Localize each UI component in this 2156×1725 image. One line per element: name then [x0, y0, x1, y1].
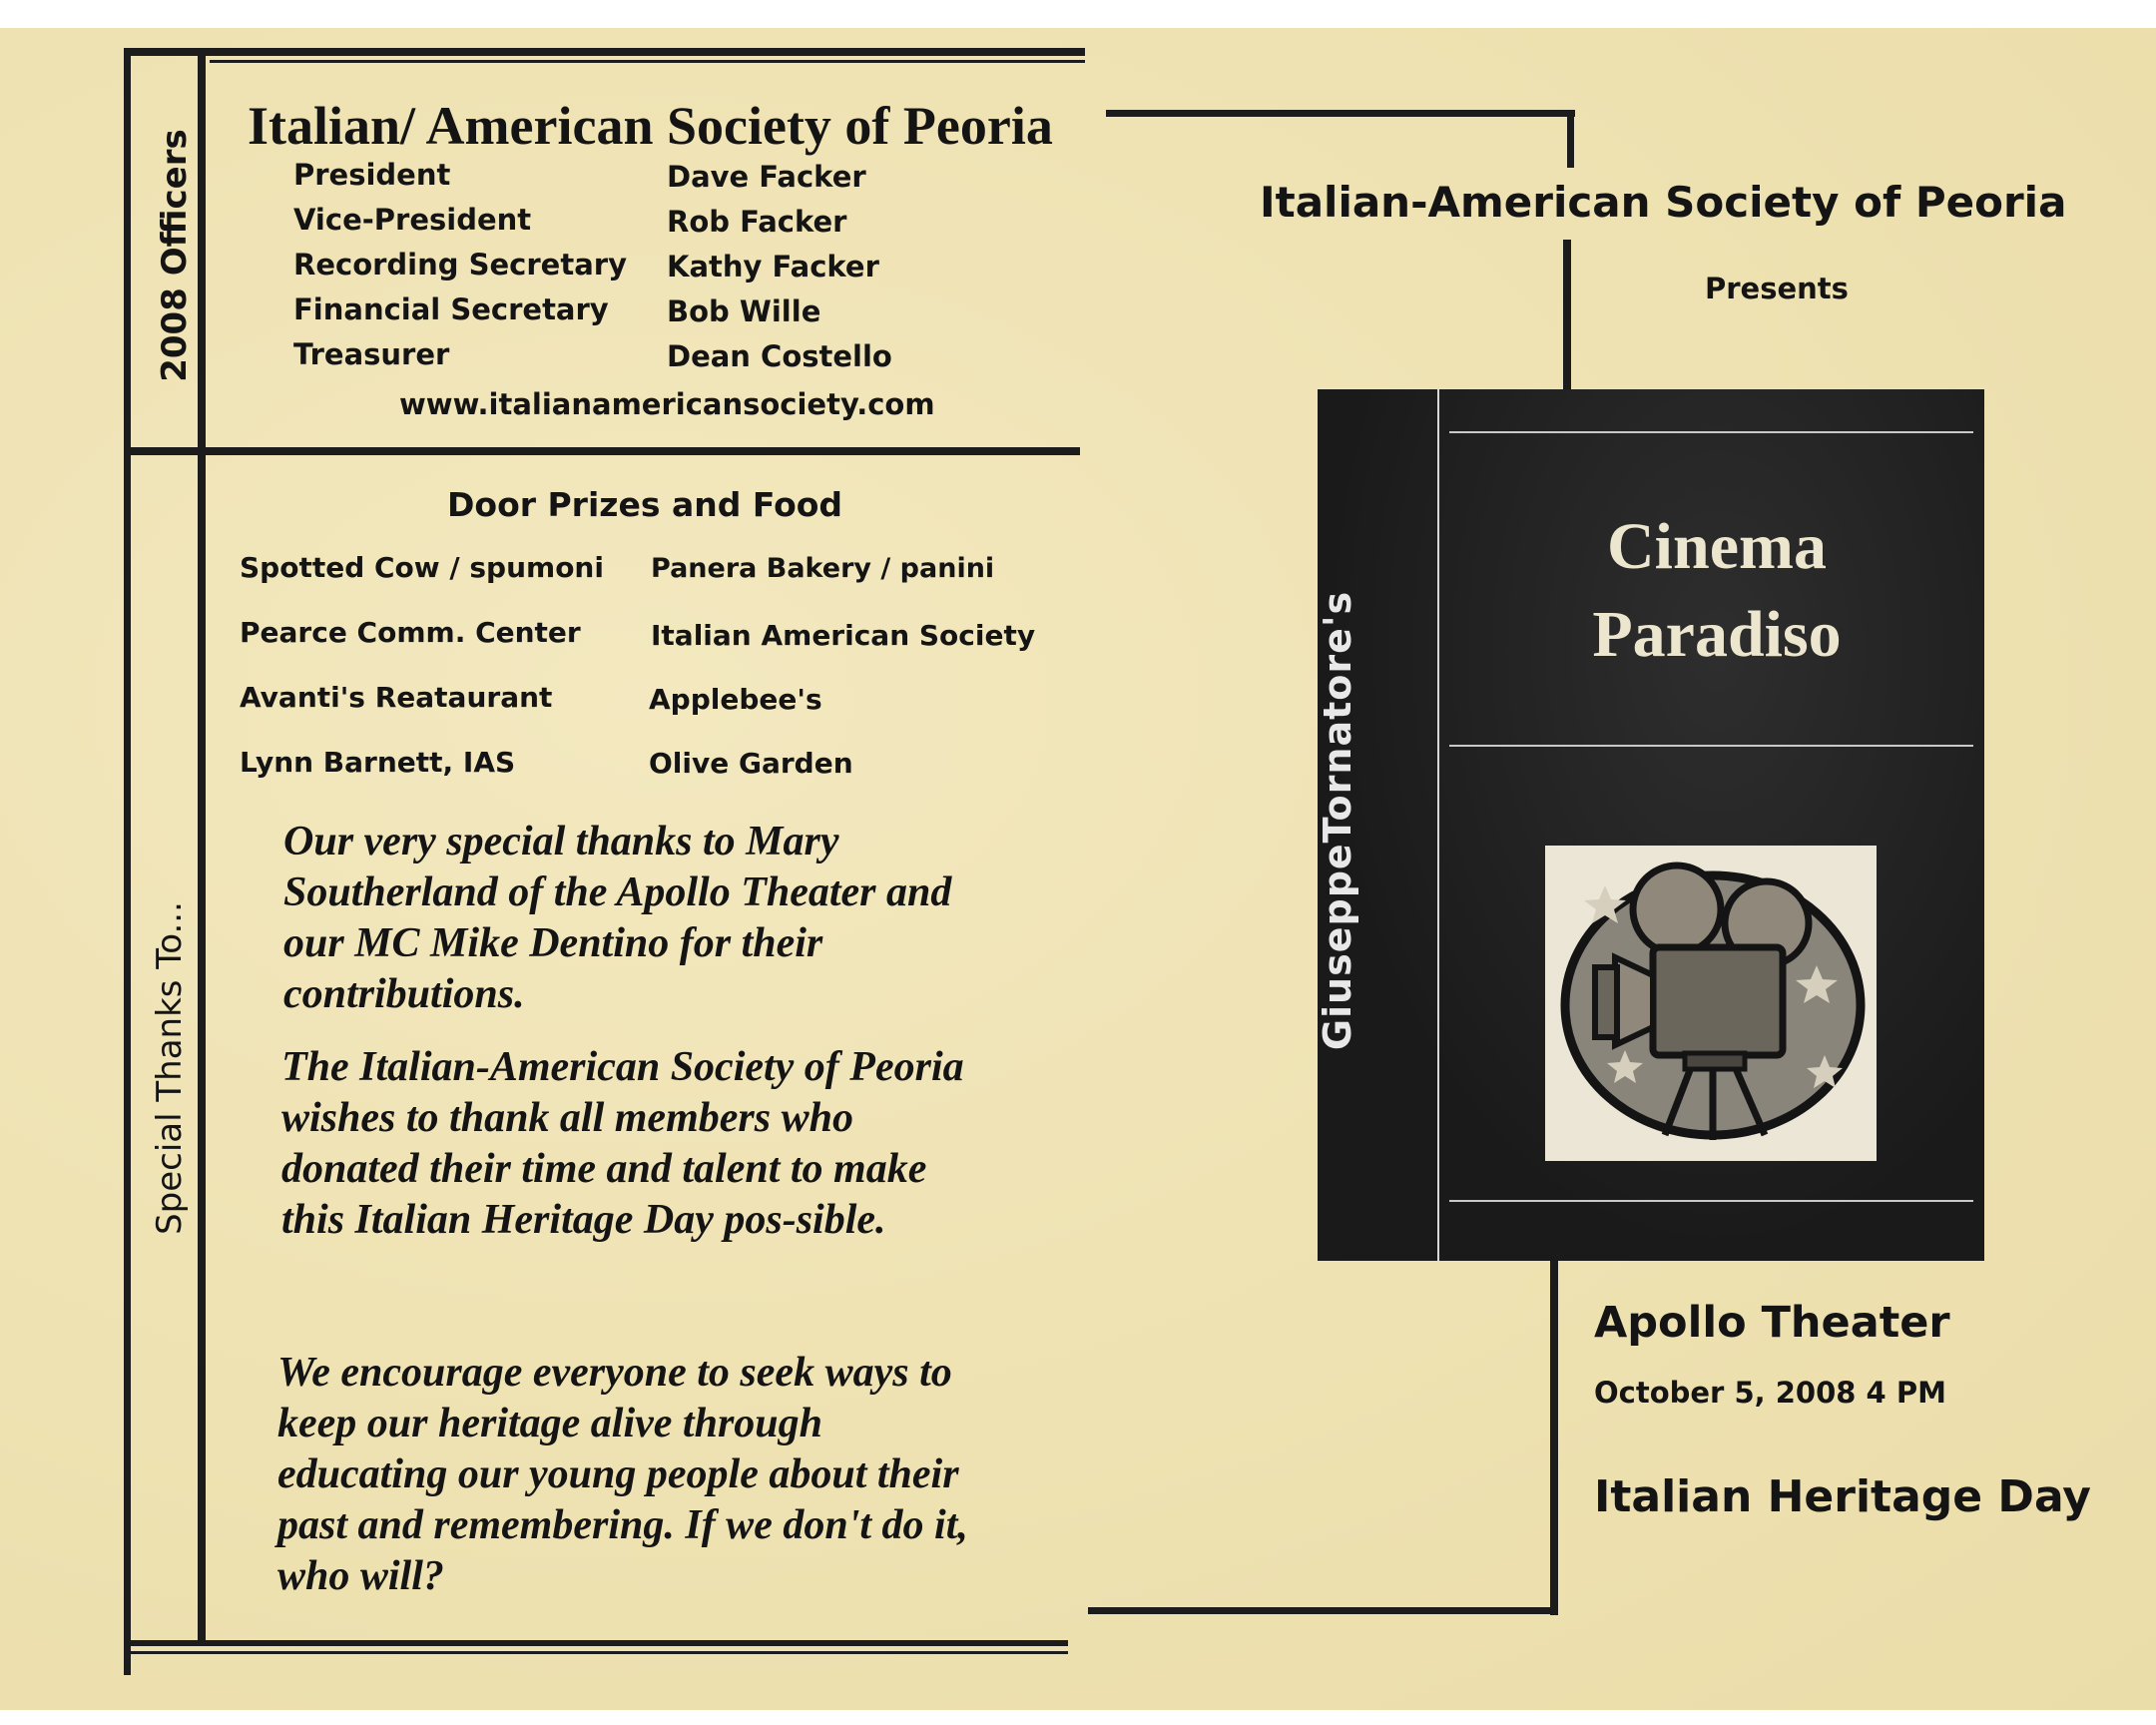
movie-title: [1517, 503, 1916, 679]
director-credit: GiuseppeTornatore's: [1316, 590, 1359, 1051]
movie-camera-icon: [1545, 846, 1877, 1161]
thanks-paragraph: We encourage everyone to seek ways to keep our heritage alive through educating our young people about their past and remembering. If we don't do it, who will?: [277, 1350, 968, 1599]
sidebar-officers-label: 2008 Officers: [155, 129, 195, 382]
event-name: Italian Heritage Day: [1594, 1471, 2091, 1522]
officer-row: [293, 203, 912, 248]
society-title-left: Italian/ American Society of Peoria: [248, 96, 1053, 156]
sponsor-item: Italian American Society: [651, 619, 1036, 652]
sponsor-item: Pearce Comm. Center: [240, 616, 581, 649]
thanks-paragraph: Our very special thanks to Mary Southerland of the Apollo Theater and our MC Mike Dentino for their contributions.: [283, 819, 952, 1017]
left-frame-top-rule-thin: [210, 60, 1085, 63]
sidebar-thanks-label: Special Thanks To...: [150, 901, 190, 1235]
sponsor-item: Spotted Cow / spumoni: [240, 551, 604, 584]
right-frame-connector: [1563, 240, 1571, 389]
officer-row: [293, 337, 912, 382]
officer-role: Treasurer: [293, 337, 450, 371]
officer-name: Rob Facker: [667, 205, 847, 239]
poster-rule: [1449, 431, 1973, 433]
officer-role: Financial Secretary: [293, 292, 609, 326]
door-prizes-title: Door Prizes and Food: [447, 485, 843, 524]
officer-row: [293, 158, 912, 203]
officer-name: Dave Facker: [667, 160, 866, 194]
presents-label: Presents: [1705, 272, 1849, 305]
sponsor-item: Olive Garden: [649, 747, 853, 780]
sponsor-item: Panera Bakery / panini: [651, 553, 995, 584]
right-frame-top-drop: [1567, 110, 1574, 168]
society-website: www.italianamericansociety.com: [399, 387, 935, 421]
left-frame-middle-rule: [131, 447, 1080, 455]
officer-name: Bob Wille: [667, 294, 821, 328]
left-frame-bottom-rule-2: [124, 1651, 1068, 1654]
left-frame-top-rule: [124, 48, 1085, 56]
sponsor-item: Lynn Barnett, IAS: [240, 746, 516, 779]
left-frame-inner-vertical: [198, 52, 206, 1643]
movie-camera-icon: [1545, 846, 1877, 1161]
left-frame-bottom-rule: [124, 1640, 1068, 1646]
officer-role: Recording Secretary: [293, 248, 627, 282]
poster-rule: [1449, 745, 1973, 747]
event-date-time: October 5, 2008 4 PM: [1594, 1376, 1946, 1410]
sponsor-item: Applebee's: [649, 683, 822, 716]
right-frame-lower-vertical: [1550, 1261, 1558, 1615]
left-frame-outer-vertical: [124, 48, 131, 1675]
left-frame-sidebar-divider: [131, 447, 206, 452]
officer-row: [293, 248, 912, 292]
thanks-paragraph: The Italian-American Society of Peoria wishes to thank all members who donated their time and talent to make this Italian Heritage Day pos-sible.: [281, 1044, 964, 1243]
right-frame-top-rule: [1106, 110, 1575, 117]
officer-name: Dean Costello: [667, 339, 892, 373]
poster-rule: [1449, 1200, 1973, 1202]
officer-name: Kathy Facker: [667, 250, 879, 284]
poster-column-divider: [1437, 389, 1439, 1261]
officers-list: [293, 158, 912, 382]
officer-role: Vice-President: [293, 203, 532, 237]
officer-row: [293, 292, 912, 337]
officer-role: President: [293, 158, 451, 192]
right-frame-bottom-rule: [1088, 1607, 1558, 1614]
movie-title-line: Paradiso: [1592, 598, 1842, 671]
sponsor-item: Avanti's Reataurant: [240, 681, 553, 714]
movie-title-line: Cinema: [1607, 510, 1827, 583]
society-title-right: Italian-American Society of Peoria: [1260, 178, 2067, 227]
venue-name: Apollo Theater: [1594, 1298, 1950, 1348]
